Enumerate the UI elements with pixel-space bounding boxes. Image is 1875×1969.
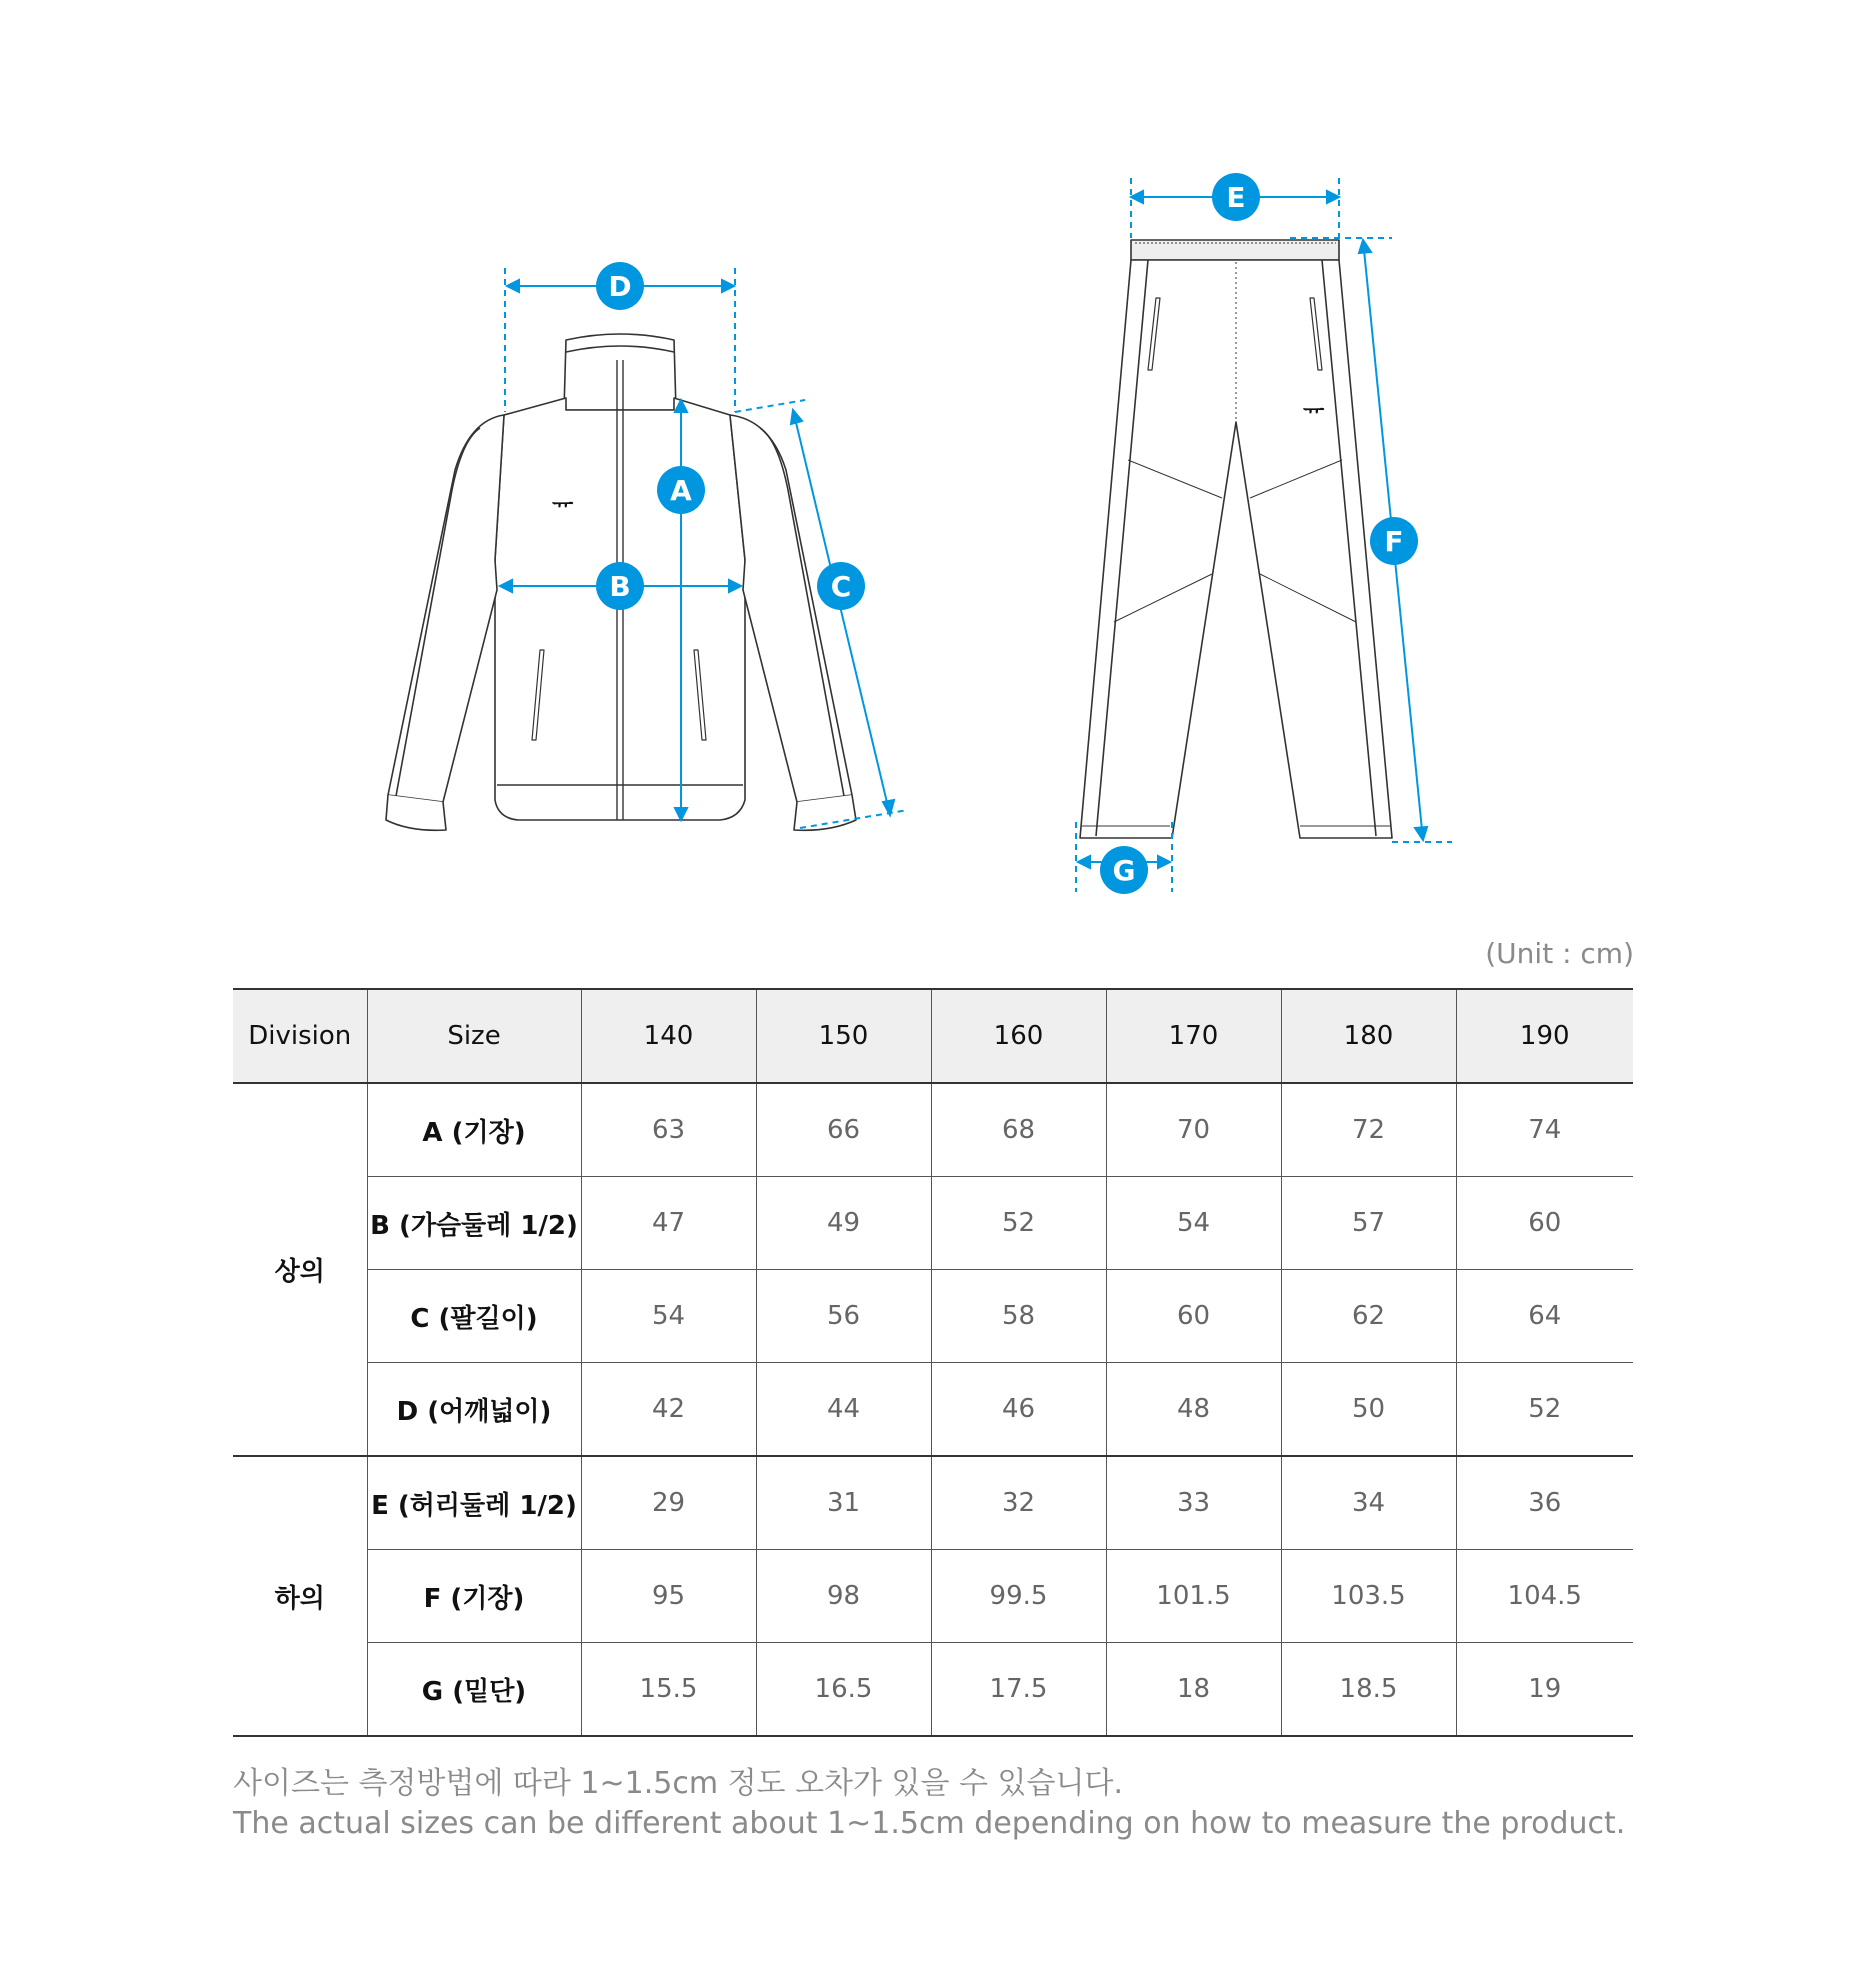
table-cell: 60 xyxy=(1106,1270,1281,1363)
svg-text:D: D xyxy=(608,270,632,303)
table-cell: 103.5 xyxy=(1281,1550,1456,1643)
table-cell: 58 xyxy=(931,1270,1106,1363)
svg-text:A: A xyxy=(670,474,692,507)
table-cell: 57 xyxy=(1281,1177,1456,1270)
svg-text:B: B xyxy=(609,570,631,603)
table-header-row xyxy=(233,989,1633,1083)
table-cell: 104.5 xyxy=(1456,1550,1633,1643)
table-cell: 62 xyxy=(1281,1270,1456,1363)
table-cell: 44 xyxy=(756,1363,931,1457)
table-cell: 18 xyxy=(1106,1643,1281,1737)
row-label: C (팔길이) xyxy=(367,1270,581,1363)
svg-text:C: C xyxy=(830,570,852,603)
header-size-col: 140 xyxy=(581,989,756,1083)
table-cell: 52 xyxy=(931,1177,1106,1270)
header-division: Division xyxy=(233,989,367,1083)
table-cell: 72 xyxy=(1281,1083,1456,1177)
table-cell: 63 xyxy=(581,1083,756,1177)
header-size-col: 190 xyxy=(1456,989,1633,1083)
header-size-col: 180 xyxy=(1281,989,1456,1083)
table-cell: 98 xyxy=(756,1550,931,1643)
table-cell: 16.5 xyxy=(756,1643,931,1737)
header-size-col: 150 xyxy=(756,989,931,1083)
table-row xyxy=(233,1550,1633,1643)
table-cell: 32 xyxy=(931,1456,1106,1550)
table-row xyxy=(233,1083,1633,1177)
table-cell: 54 xyxy=(1106,1177,1281,1270)
svg-text:F: F xyxy=(1384,525,1404,558)
row-label: A (기장) xyxy=(367,1083,581,1177)
brand-logo-icon: ᅲ xyxy=(1303,399,1325,424)
row-label: D (어깨넓이) xyxy=(367,1363,581,1457)
table-cell: 56 xyxy=(756,1270,931,1363)
svg-text:G: G xyxy=(1112,854,1136,887)
table-cell: 46 xyxy=(931,1363,1106,1457)
header-size-col: 160 xyxy=(931,989,1106,1083)
note-korean: 사이즈는 측정방법에 따라 1~1.5cm 정도 오차가 있을 수 있습니다. xyxy=(233,1766,1124,1801)
brand-logo-icon: ᅲ xyxy=(552,493,574,518)
table-cell: 49 xyxy=(756,1177,931,1270)
table-cell: 34 xyxy=(1281,1456,1456,1550)
size-table xyxy=(233,988,1633,1737)
table-cell: 15.5 xyxy=(581,1643,756,1737)
table-cell: 66 xyxy=(756,1083,931,1177)
table-cell: 31 xyxy=(756,1456,931,1550)
table-cell: 95 xyxy=(581,1550,756,1643)
table-cell: 64 xyxy=(1456,1270,1633,1363)
svg-text:E: E xyxy=(1226,181,1246,214)
pants-drawing xyxy=(1080,240,1392,838)
division-bottom: 하의 xyxy=(233,1456,367,1736)
table-cell: 48 xyxy=(1106,1363,1281,1457)
unit-label: (Unit : cm) xyxy=(1485,937,1634,970)
table-cell: 29 xyxy=(581,1456,756,1550)
table-cell: 33 xyxy=(1106,1456,1281,1550)
header-size: Size xyxy=(367,989,581,1083)
row-label: F (기장) xyxy=(367,1550,581,1643)
table-cell: 47 xyxy=(581,1177,756,1270)
table-row xyxy=(233,1177,1633,1270)
table-cell: 18.5 xyxy=(1281,1643,1456,1737)
row-label: G (밑단) xyxy=(367,1643,581,1737)
table-cell: 19 xyxy=(1456,1643,1633,1737)
table-cell: 60 xyxy=(1456,1177,1633,1270)
row-label: B (가슴둘레 1/2) xyxy=(367,1177,581,1270)
table-cell: 74 xyxy=(1456,1083,1633,1177)
table-cell: 99.5 xyxy=(931,1550,1106,1643)
row-label: E (허리둘레 1/2) xyxy=(367,1456,581,1550)
table-cell: 36 xyxy=(1456,1456,1633,1550)
table-cell: 17.5 xyxy=(931,1643,1106,1737)
table-cell: 101.5 xyxy=(1106,1550,1281,1643)
table-row xyxy=(233,1643,1633,1737)
table-cell: 50 xyxy=(1281,1363,1456,1457)
measurement-diagram xyxy=(0,0,1875,910)
table-cell: 42 xyxy=(581,1363,756,1457)
division-top: 상의 xyxy=(233,1083,367,1456)
header-size-col: 170 xyxy=(1106,989,1281,1083)
table-cell: 52 xyxy=(1456,1363,1633,1457)
table-cell: 70 xyxy=(1106,1083,1281,1177)
table-row xyxy=(233,1270,1633,1363)
note-english: The actual sizes can be different about 1~1.5cm depending on how to measure the product. xyxy=(233,1806,1626,1841)
table-cell: 54 xyxy=(581,1270,756,1363)
table-row xyxy=(233,1363,1633,1457)
table-cell: 68 xyxy=(931,1083,1106,1177)
table-row xyxy=(233,1456,1633,1550)
